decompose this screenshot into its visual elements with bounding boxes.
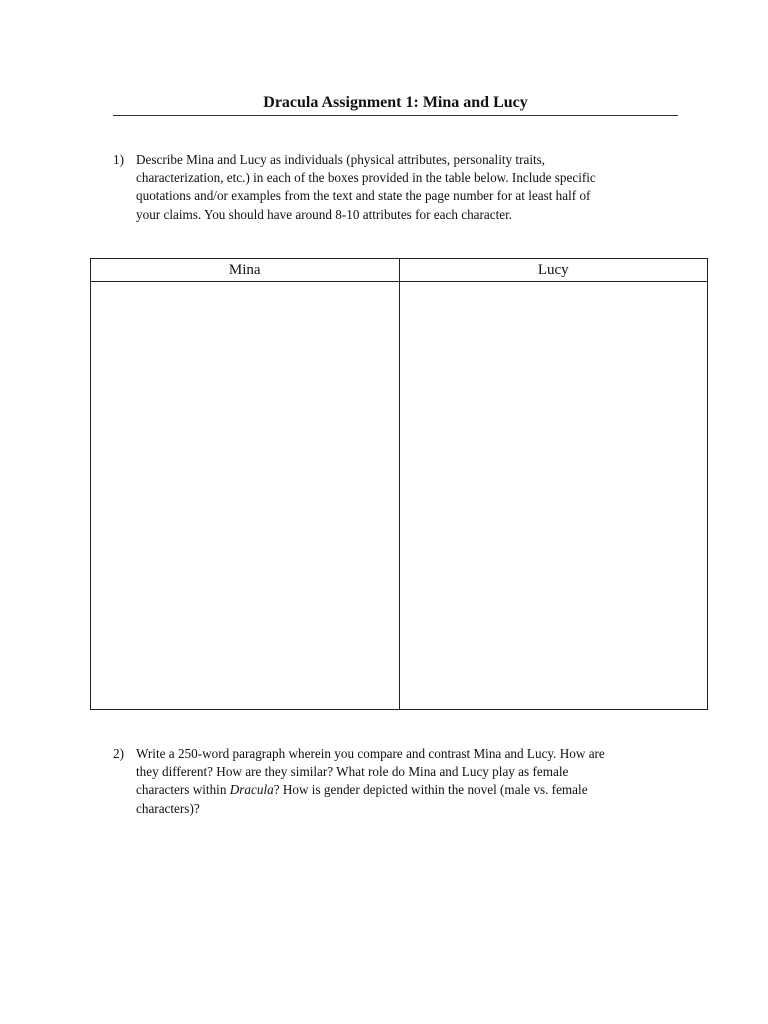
assignment-title: Dracula Assignment 1: Mina and Lucy xyxy=(113,92,678,116)
question-2-line-end: ? How is gender depicted within the novel (male vs. female xyxy=(273,782,588,798)
mina-column-header: Mina xyxy=(91,259,400,282)
question-1-line: characterization, etc.) in each of the boxes provided in the table below. Include specific xyxy=(136,170,596,186)
lucy-column-header: Lucy xyxy=(399,259,708,282)
question-2-number: 2) xyxy=(113,746,124,761)
question-1-line: quotations and/or examples from the text and state the page number for at least half of xyxy=(136,188,591,204)
question-1-line: your claims. You should have around 8-10 attributes for each character. xyxy=(136,206,513,222)
mina-lucy-table xyxy=(90,258,708,710)
table-answer-row xyxy=(91,282,708,710)
question-2-text xyxy=(136,745,676,818)
question-2-line: they different? How are they similar? What role do Mina and Lucy play as female xyxy=(136,764,569,780)
question-2-line-start: characters within xyxy=(136,782,230,798)
mina-answer-cell[interactable] xyxy=(91,282,400,710)
lucy-answer-cell[interactable] xyxy=(399,282,708,710)
question-2-line: Write a 250-word paragraph wherein you compare and contrast Mina and Lucy. How are xyxy=(136,746,605,761)
table-header-row xyxy=(91,259,708,282)
question-1-text xyxy=(136,151,668,224)
question-1-line: Describe Mina and Lucy as individuals (physical attributes, personality traits, xyxy=(136,152,546,167)
novel-title-italic: Dracula xyxy=(229,782,274,798)
question-2-line: characters)? xyxy=(136,800,200,816)
question-1-number: 1) xyxy=(113,152,124,167)
question-2-line xyxy=(136,781,676,799)
